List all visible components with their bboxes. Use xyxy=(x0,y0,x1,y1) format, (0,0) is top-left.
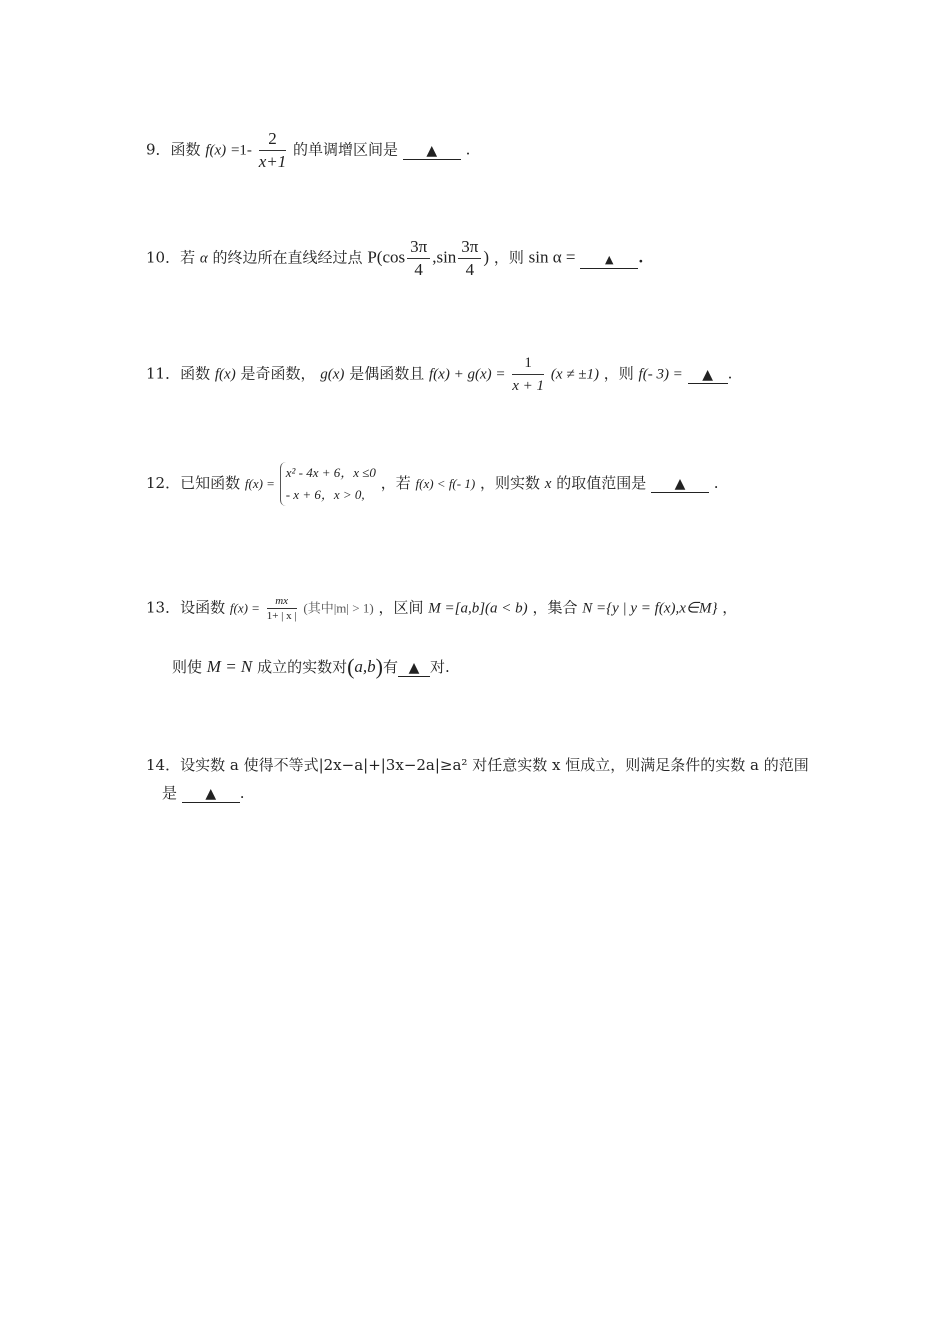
q9-tail: 的单调增区间是 xyxy=(293,140,399,159)
q12-piecewise xyxy=(280,462,376,506)
q12-text2: ，则实数 xyxy=(479,474,540,492)
q12-end: . xyxy=(713,474,719,492)
q11-fraction xyxy=(512,352,544,397)
q10-sep: ,sin xyxy=(432,247,457,267)
q10-answer-blank: ▲ xyxy=(580,252,638,269)
q13-line2-mid: 成立的实数对 xyxy=(257,658,348,676)
q9-frac-den: x+1 xyxy=(258,152,287,171)
q12-inequality: f(x) < f(- 1) xyxy=(415,476,476,491)
q10-alpha: α xyxy=(199,250,208,267)
q13-equation: M = N xyxy=(206,657,253,676)
q13-line2-have: 有 xyxy=(382,658,398,676)
q14-answer-blank: ▲ xyxy=(182,786,240,803)
q10-number: 10．若 xyxy=(146,248,196,267)
q13-pair-close: ) xyxy=(375,654,383,679)
q10-frac1-den: 4 xyxy=(414,260,423,279)
q13-pair: a,b xyxy=(354,657,376,676)
q12-function: f(x) = xyxy=(244,476,275,491)
q13-pair-open: ( xyxy=(347,654,355,679)
q11-text3: ，则 xyxy=(603,364,634,383)
q9-answer-blank: ▲ xyxy=(403,143,461,160)
q13-text1: ，区间 xyxy=(378,598,424,617)
q10-frac2-num: 3π xyxy=(458,236,481,259)
q14-line2-pre: 是 xyxy=(162,784,178,802)
question-14-line-1 xyxy=(146,754,809,775)
q12-answer-blank: ▲ xyxy=(651,476,709,493)
question-13-line-1 xyxy=(146,594,737,623)
q13-set-N: N ={y | y = f(x),x∈M} xyxy=(582,600,718,617)
q13-condition: (其中|m| > 1) xyxy=(303,600,374,616)
question-12 xyxy=(146,462,719,506)
question-14-line-2 xyxy=(162,782,245,803)
q9-function: f(x) xyxy=(205,142,227,159)
q13-text2: ，集合 xyxy=(532,598,578,617)
q12-number: 12．已知函数 xyxy=(146,474,241,492)
q11-frac-num: 1 xyxy=(512,352,544,375)
q13-line2-pre: 则使 xyxy=(172,658,203,676)
q12-text1: ，若 xyxy=(380,474,411,492)
q13-text3: ， xyxy=(722,598,738,617)
q10-fraction-1 xyxy=(407,236,430,281)
q10-end: . xyxy=(638,248,644,267)
q9-frac-num: 2 xyxy=(259,128,287,151)
q13-fraction xyxy=(267,594,297,623)
q9-equals: =1- xyxy=(230,142,252,159)
q9-end: . xyxy=(465,140,471,159)
q11-answer-blank: ▲ xyxy=(688,367,728,384)
q9-number: 9．函数 xyxy=(146,140,201,159)
question-9 xyxy=(146,128,470,173)
q11-text2: 是偶函数且 xyxy=(349,364,425,383)
q11-number: 11．函数 xyxy=(146,364,211,383)
question-13-line-2 xyxy=(172,654,450,680)
q13-line2-end: 对. xyxy=(430,658,450,676)
q13-number: 13．设函数 xyxy=(146,598,226,617)
q11-g: g(x) xyxy=(320,366,345,383)
q10-close: ) xyxy=(483,247,490,267)
q12-variable: x xyxy=(544,476,552,492)
q12-case-2: - x + 6，x > 0, xyxy=(285,487,365,502)
q10-expression: sin α = xyxy=(528,247,576,267)
q11-expression: f(x) + g(x) = xyxy=(429,366,506,383)
q10-frac1-num: 3π xyxy=(407,236,430,259)
q10-text2: ，则 xyxy=(493,248,524,267)
q10-text1: 的终边所在直线经过点 xyxy=(212,248,363,267)
q11-ask: f(- 3) = xyxy=(638,366,683,383)
q9-fraction xyxy=(259,128,287,173)
q11-f: f(x) xyxy=(214,366,236,383)
q12-case-1: x² - 4x + 6，x ≤0 xyxy=(285,465,376,480)
q13-function: f(x) = xyxy=(229,600,260,616)
q12-text3: 的取值范围是 xyxy=(556,474,647,492)
q10-frac2-den: 4 xyxy=(465,260,475,279)
q11-frac-den: x + 1 xyxy=(512,378,545,394)
q11-condition: (x ≠ ±1) xyxy=(550,366,599,383)
q13-frac-num: mx xyxy=(267,594,297,609)
q13-interval-M: M =[a,b](a < b) xyxy=(428,600,528,617)
q13-answer-blank: ▲ xyxy=(398,660,430,677)
q10-fraction-2 xyxy=(458,236,481,281)
q11-text1: 是奇函数， xyxy=(240,364,316,383)
q14-line-1: 14．设实数 a 使得不等式|2x−a|+|3x−2a|≥a² 对任意实数 x 恒成立，则满足条件的实数 a 的范围 xyxy=(146,756,809,774)
q14-end: . xyxy=(239,784,245,802)
q13-frac-den: 1+ | x | xyxy=(266,610,297,622)
q10-point: P(cos xyxy=(367,247,406,267)
question-10 xyxy=(146,236,644,281)
q11-end: . xyxy=(727,364,733,383)
question-11 xyxy=(146,352,732,397)
